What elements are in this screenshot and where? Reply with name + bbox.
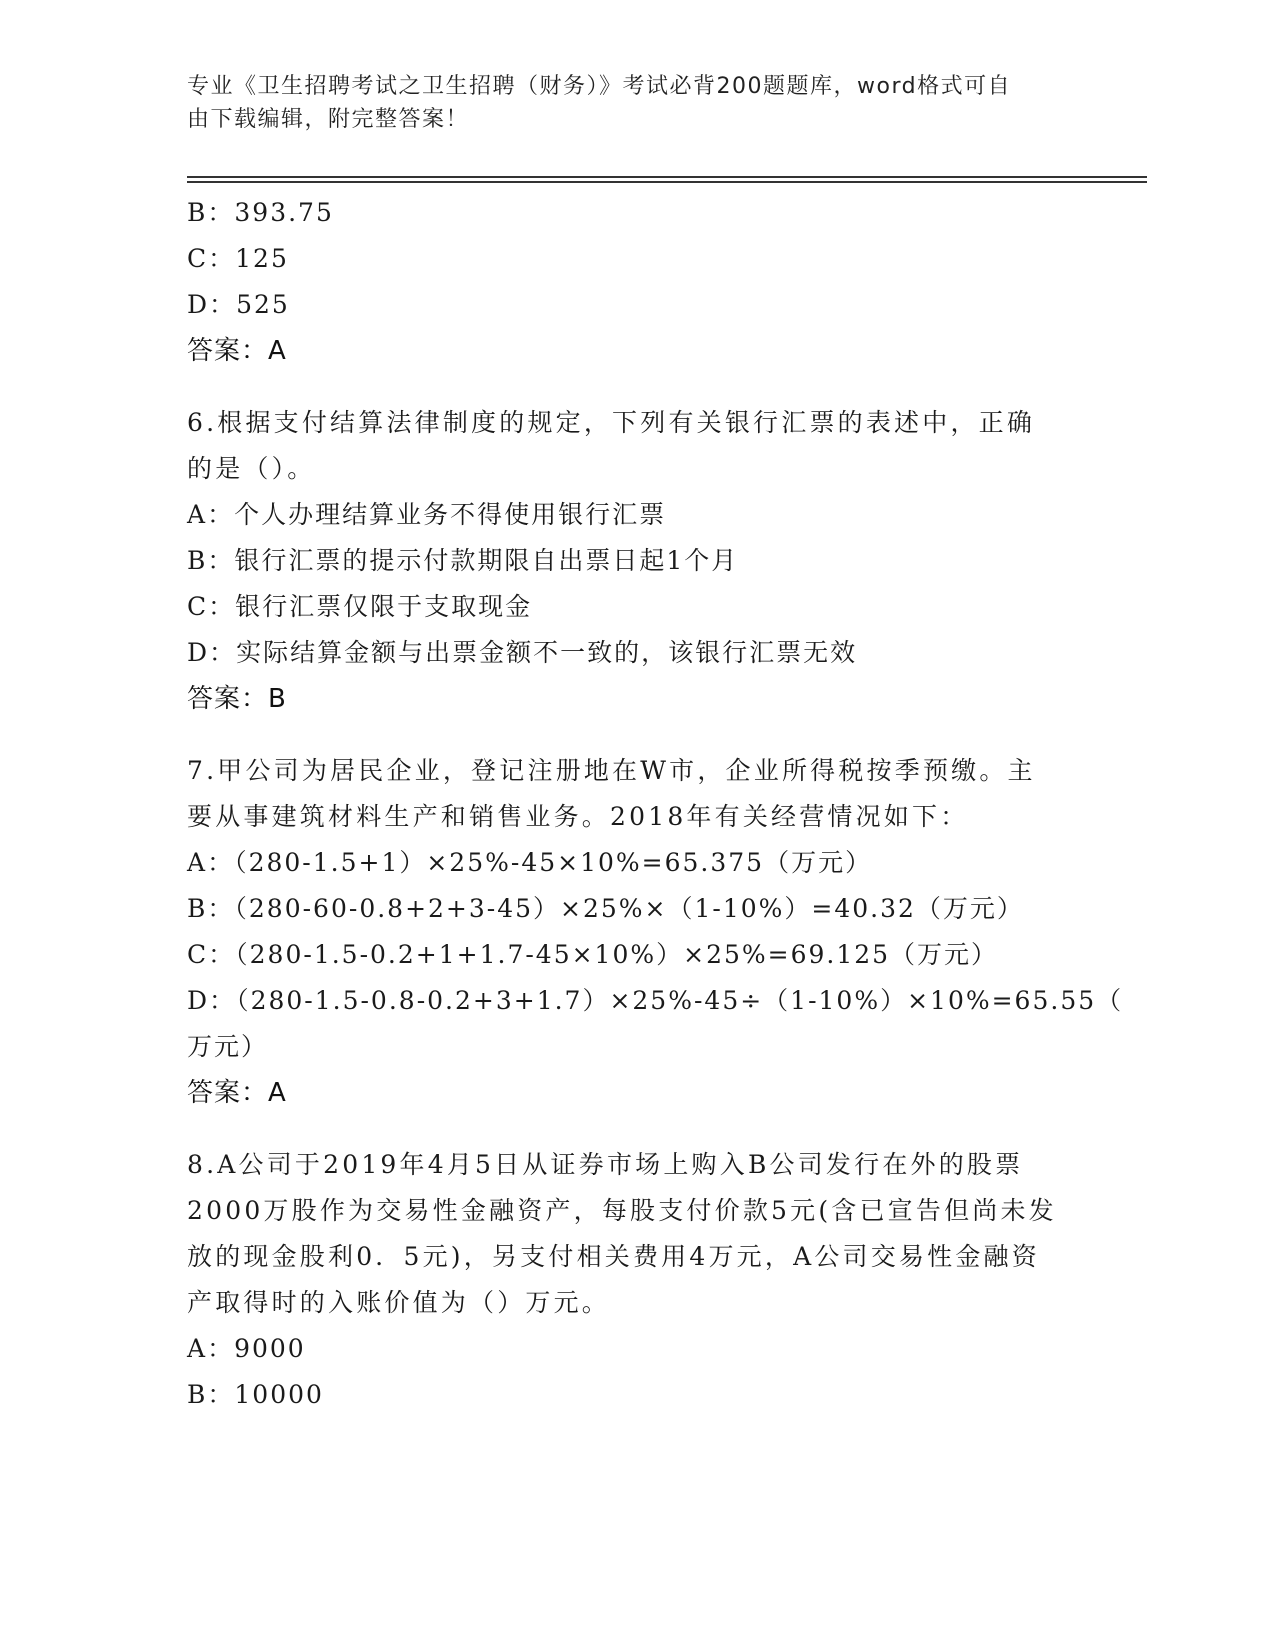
option-text: （280-1.5-0.8-0.2+3+1.7）×25%-45÷（1-10%）×10%=65.55（ (236, 986, 1124, 1015)
stem-line: 6.根据支付结算法律制度的规定，下列有关银行汇票的表述中，正确 (187, 408, 1036, 437)
option-a: A：（280-1.5+1）×25%-45×10%=65.375（万元） (187, 848, 873, 877)
option-b: B：银行汇票的提示付款期限自出票日起1个月 (187, 546, 739, 575)
stem-line: 放的现金股利0．5元)，另支付相关费用4万元，A公司交易性金融资 (187, 1242, 1040, 1271)
stem-line: 2000万股作为交易性金融资产，每股支付价款5元(含已宣告但尚未发 (187, 1196, 1057, 1225)
header-divider-top (187, 176, 1147, 178)
option-d: D：525 (187, 290, 290, 319)
option-c: C：银行汇票仅限于支取现金 (187, 592, 533, 621)
question-stem (187, 400, 1087, 492)
question-stem (187, 748, 1087, 840)
option-label: D (187, 638, 210, 667)
option-text: 125 (235, 244, 289, 273)
option-text: 9000 (234, 1334, 306, 1363)
option-text: 个人办理结算业务不得使用银行汇票 (234, 500, 667, 529)
header-line-2: 由下载编辑，附完整答案！ (187, 107, 470, 132)
option-text: （280-60-0.8+2+3-45）×25%×（1-10%）=40.32（万元） (234, 894, 1024, 923)
option-text: 10000 (234, 1380, 324, 1409)
option-text: 实际结算金额与出票金额不一致的，该银行汇票无效 (236, 638, 858, 667)
question-7 (187, 748, 1124, 1116)
option-b: B：（280-60-0.8+2+3-45）×25%×（1-10%）=40.32（万元） (187, 894, 1024, 923)
answer-line: 答案：B (187, 684, 287, 714)
option-label: A (187, 848, 208, 877)
option-d: D：实际结算金额与出票金额不一致的，该银行汇票无效 (187, 638, 858, 667)
question-content (187, 190, 1124, 1418)
answer-line: 答案：A (187, 1078, 287, 1108)
header-line-1: 专业《卫生招聘考试之卫生招聘（财务）》考试必背200题题库，word格式可自 (187, 74, 1012, 99)
option-c: C：（280-1.5-0.2+1+1.7-45×10%）×25%=69.125（万元） (187, 940, 999, 969)
option-a: A：个人办理结算业务不得使用银行汇票 (187, 500, 667, 529)
option-label: C (187, 244, 209, 273)
option-label: D (187, 986, 210, 1015)
question-6 (187, 400, 1087, 722)
option-label: A (187, 1334, 208, 1363)
option-text: （280-1.5+1）×25%-45×10%=65.375（万元） (234, 848, 873, 877)
question-5-tail (187, 190, 1087, 374)
question-8 (187, 1142, 1087, 1418)
stem-line: 产取得时的入账价值为（）万元。 (187, 1288, 611, 1317)
stem-line: 的是（）。 (187, 454, 316, 483)
question-stem (187, 1142, 1087, 1326)
option-b: B：393.75 (187, 198, 334, 227)
option-text: 银行汇票仅限于支取现金 (235, 592, 533, 621)
option-d: D：（280-1.5-0.8-0.2+3+1.7）×25%-45÷（1-10%）×10%=65.55（ (187, 986, 1124, 1015)
stem-line: 8.A公司于2019年4月5日从证券市场上购入B公司发行在外的股票 (187, 1150, 1024, 1179)
option-label: D (187, 290, 210, 319)
option-text: 393.75 (234, 198, 334, 227)
header-divider-bottom (187, 181, 1147, 183)
option-d-continuation: 万元） (187, 1032, 269, 1061)
option-c: C：125 (187, 244, 289, 273)
option-b: B：10000 (187, 1380, 324, 1409)
option-label: B (187, 546, 208, 575)
option-label: B (187, 894, 208, 923)
stem-line: 要从事建筑材料生产和销售业务。2018年有关经营情况如下： (187, 802, 969, 831)
option-a: A：9000 (187, 1334, 306, 1363)
option-label: B (187, 1380, 208, 1409)
option-label: B (187, 198, 208, 227)
option-text: 525 (236, 290, 290, 319)
document-header (187, 70, 1067, 136)
answer-line: 答案：A (187, 336, 287, 366)
option-label: C (187, 940, 209, 969)
stem-line: 7.甲公司为居民企业，登记注册地在W市，企业所得税按季预缴。主 (187, 756, 1036, 785)
option-text: （280-1.5-0.2+1+1.7-45×10%）×25%=69.125（万元） (235, 940, 999, 969)
option-label: A (187, 500, 208, 529)
option-label: C (187, 592, 209, 621)
option-text: 银行汇票的提示付款期限自出票日起1个月 (234, 546, 739, 575)
